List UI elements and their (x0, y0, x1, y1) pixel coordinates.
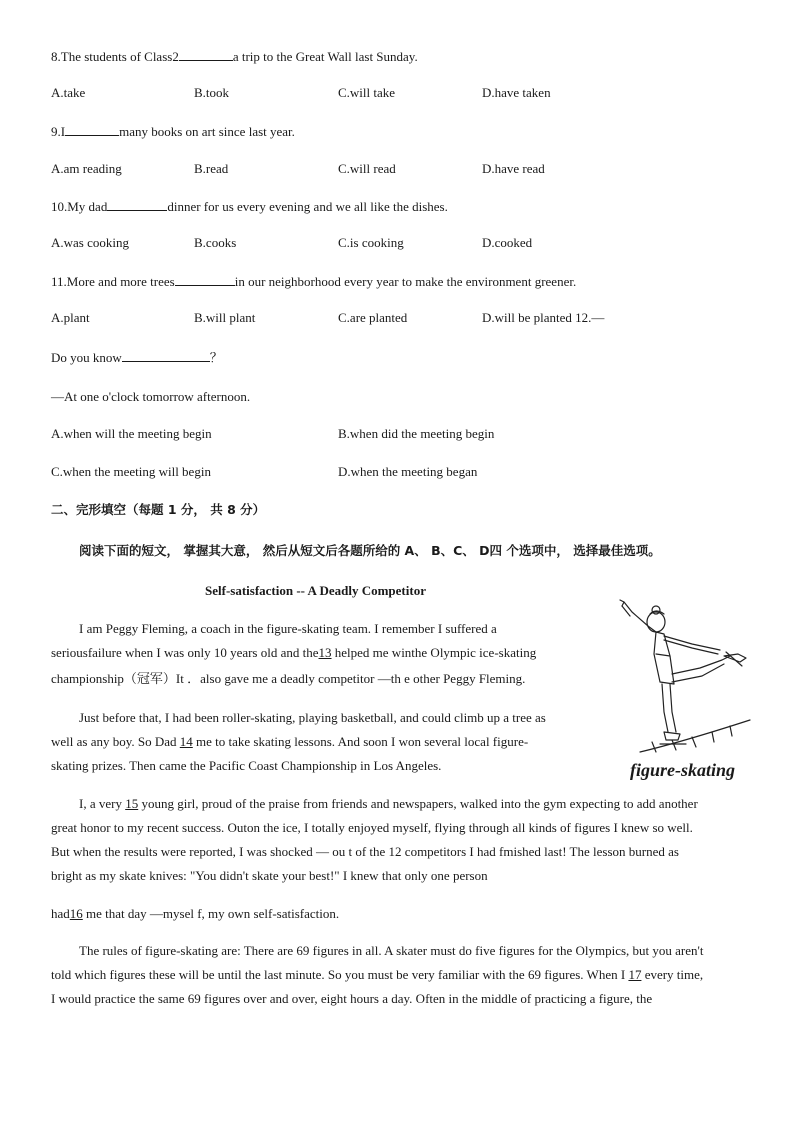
option-b: B.when did the meeting begin (338, 426, 495, 441)
passage-text: I, a very (79, 796, 122, 811)
section-heading: 二、完形填空（每题 1 分， 共 8 分） (51, 502, 266, 517)
option-a: A.plant (51, 310, 90, 325)
option-c: C.are planted (338, 310, 408, 325)
question-text: 9.I (51, 124, 66, 139)
passage-line: championship（冠军）It ．also gave me a deadly competitor —th e other Peggy Fleming. (51, 671, 526, 686)
passage-line: skating prizes. Then came the Pacific Coast Championship in Los Angeles. (51, 758, 442, 773)
passage-text: me that day —mysel f, my own self-satisfaction. (86, 906, 340, 921)
passage-text: had (51, 906, 70, 921)
answer-blank (65, 123, 119, 136)
passage-line: bright as my skate knives: "You didn't skate your best!" I knew that only one person (51, 868, 488, 883)
passage-line (51, 734, 528, 750)
passage-line: The rules of figure-skating are: There are 69 figures in all. A skater must do five figures for the Olympics, but you aren't (79, 943, 704, 958)
passage-line (51, 967, 703, 983)
passage-text: me to take skating lessons. And soon I won several local figure- (196, 734, 529, 749)
question-text: 8.The students of Class2 (51, 49, 179, 64)
option-c: C.when the meeting will begin (51, 464, 211, 479)
option-a: A.when will the meeting begin (51, 426, 212, 441)
answer-blank (107, 198, 167, 211)
blank-15: 15 (125, 796, 139, 811)
passage-text: every time, (644, 967, 704, 982)
figure-caption: figure-skating (630, 760, 736, 780)
answer-blank (175, 273, 235, 286)
blank-13: 13 (318, 645, 332, 660)
passage-line: I am Peggy Fleming, a coach in the figure-skating team. I remember I suffered a (79, 621, 497, 636)
figure-skater-drawing (612, 592, 754, 754)
option-c: C.will read (338, 161, 396, 176)
question-text: dinner for us every evening and we all like the dishes. (167, 199, 448, 214)
option-b: B.cooks (194, 235, 237, 250)
option-d: D.have read (482, 161, 545, 176)
option-d: D.have taken (482, 85, 551, 100)
option-c: C.is cooking (338, 235, 404, 250)
passage-line: great honor to my recent success. Outon the ice, I totally enjoyed myself, flying through all kinds of figures I knew so well. (51, 820, 693, 835)
passage-text: young girl, proud of the praise from friends and newspapers, walked into the gym expecting to add another (141, 796, 698, 811)
option-c: C.will take (338, 85, 396, 100)
question-11 (51, 273, 576, 290)
passage-line (79, 796, 698, 812)
question-text: Do you know (51, 350, 122, 365)
passage-text: told which figures these will be until the last minute. So you must be very familiar with the 69 figures. When I (51, 967, 626, 982)
passage-text: helped me winthe Olympic ice-skating (334, 645, 537, 660)
question-10 (51, 198, 448, 215)
question-text: 11.More and more trees (51, 274, 175, 289)
passage-line (51, 906, 339, 922)
blank-14: 14 (179, 734, 193, 749)
passage-line: I would practice the same 69 figures over and over, eight hours a day. Often in the middle of practicing a figure, the (51, 991, 653, 1006)
question-12-answer: —At one o'clock tomorrow afternoon. (51, 389, 251, 404)
passage-line (51, 645, 536, 661)
answer-blank (179, 48, 233, 61)
option-b: B.read (194, 161, 229, 176)
passage-line: Just before that, I had been roller-skating, playing basketball, and could climb up a tree as (79, 710, 546, 725)
question-text: a trip to the Great Wall last Sunday. (232, 49, 418, 64)
option-b: B.took (194, 85, 230, 100)
option-a: A.take (51, 85, 86, 100)
question-8 (51, 48, 418, 65)
question-text: ？ (209, 350, 223, 365)
blank-16: 16 (69, 906, 83, 921)
option-a: A.am reading (51, 161, 122, 176)
passage-line: But when the results were reported, I was shocked — ou t of the 12 competitors I had fmished last! The lesson burned as (51, 844, 679, 859)
question-text: 10.My dad (51, 199, 108, 214)
passage-title: Self-satisfaction -- A Deadly Competitor (205, 583, 426, 598)
option-d: D.will be planted 12.— (482, 310, 605, 325)
passage-text: well as any boy. So Dad (51, 734, 177, 749)
question-12 (51, 349, 223, 366)
section-instruction: 阅读下面的短文， 掌握其大意， 然后从短文后各题所给的 A、 B、C、 D四 个选项中， 选择最佳选项。 (79, 543, 661, 558)
answer-blank (122, 349, 210, 362)
blank-17: 17 (628, 967, 642, 982)
question-9 (51, 123, 295, 140)
option-d: D.cooked (482, 235, 533, 250)
question-text: many books on art since last year. (119, 124, 295, 139)
option-d: D.when the meeting began (338, 464, 478, 479)
question-text: in our neighborhood every year to make the environment greener. (234, 274, 577, 289)
option-b: B.will plant (194, 310, 256, 325)
option-a: A.was cooking (51, 235, 129, 250)
passage-text: seriousfailure when I was only 10 years old and the (51, 645, 319, 660)
